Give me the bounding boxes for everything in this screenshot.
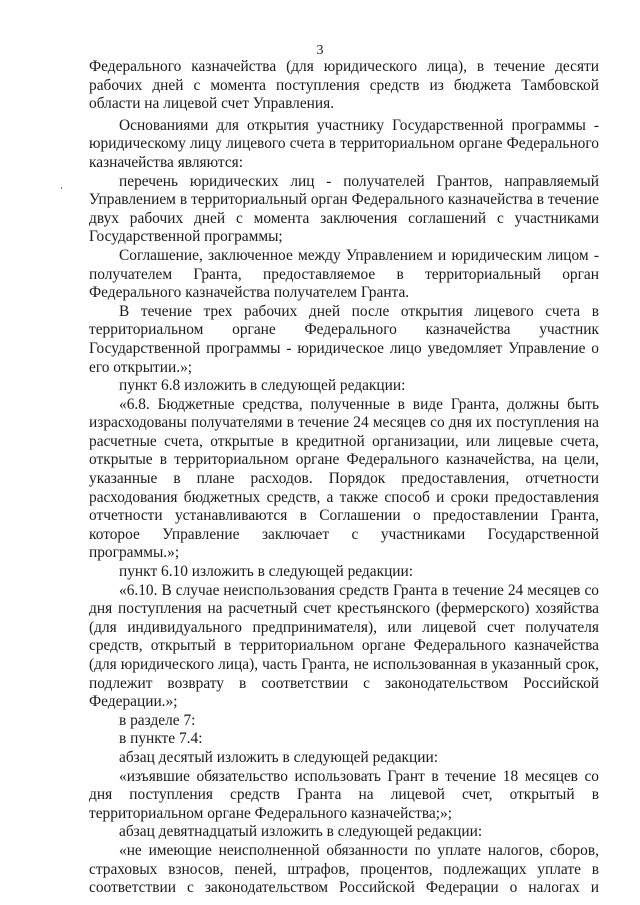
paragraph-amend-tenth: абзац десятый изложить в следующей редакции: <box>119 748 439 766</box>
document-body <box>89 58 599 898</box>
paragraph-agreement: Соглашение, заключенное между Управлением и юридическим лицом - получателем Гранта, предоставляемое в территориальный орган Федерального казначейства получателем Гранта. <box>89 246 599 302</box>
paragraph-clause-6-10: «6.10. В случае неиспользования средств Гранта в течение 24 месяцев со дня поступления на расчетный счет крестьянского (фермерского) хозяйства (для индивидуального предпринимателя), или лицевой счет получателя средств, открытый в территориальном органе Федерального казначейства (для юридического лица), часть Гранта, не использованная в указанный срок, подлежит возврату в соответствии с законодательством Российской Федерации.»; <box>89 581 599 711</box>
paragraph-amend-6-10: пункт 6.10 изложить в следующей редакции: <box>119 563 414 581</box>
paragraph-notification: В течение трех рабочих дней после открытия лицевого счета в территориальном органе Федерального казначейства участник Государственной программы - юридическое лицо уведомляет Управление о его открытии.»; <box>89 302 599 376</box>
page-number: 3 <box>316 43 324 58</box>
paragraph-clause-7-4: в пункте 7.4: <box>119 730 203 748</box>
paragraph-section-7: в разделе 7: <box>119 711 196 729</box>
paragraph-amend-nineteenth: абзац девятнадцатый изложить в следующей редакции: <box>119 823 483 841</box>
paragraph-list-of-entities: перечень юридических лиц - получателей Грантов, направляемый Управлением в территориальный орган Федерального казначейства в течение двух рабочих дней с момента заключения соглашений с участниками Государственной программы; <box>89 172 599 246</box>
paragraph-continuation: Федерального казначейства (для юридического лица), в течение десяти рабочих дней с момента поступления средств из бюджета Тамбовской области на лицевой счет Управления. <box>89 58 599 113</box>
paragraph-tenth-text: «изъявшие обязательство использовать Грант в течение 18 месяцев со дня поступления средств Гранта на лицевой счет, открытый в территориальном органе Федерального казначейства;»; <box>89 767 599 822</box>
paragraph-amend-6-8: пункт 6.8 изложить в следующей редакции: <box>119 377 406 395</box>
paragraph-grounds: Основаниями для открытия участнику Государственной программы - юридическому лицу лицевого счета в территориальном органе Федерального казначейства являются: <box>89 116 599 171</box>
scan-artifact <box>61 187 62 189</box>
paragraph-nineteenth-text: «не имеющие неисполненной обязанности по уплате налогов, сборов, страховых взносов, пеней, штрафов, процентов, подлежащих уплате в соответствии с законодательством Российской Федерации о налогах и <box>89 841 599 897</box>
paragraph-clause-6-8: «6.8. Бюджетные средства, полученные в виде Гранта, должны быть израсходованы получателями в течение 24 месяцев со дня их поступления на расчетные счета, открытые в кредитной организации, или лицевые счета, открытые в территориальном органе Федерального казначейства, на цели, указанные в плане расходов. Порядок предоставления, отчетности расходования бюджетных средств, а также способ и сроки предоставления отчетности устанавливаются в Соглашении о предоставлении Гранта, которое Управление заключает с участниками Государственной программы.»; <box>89 395 599 562</box>
